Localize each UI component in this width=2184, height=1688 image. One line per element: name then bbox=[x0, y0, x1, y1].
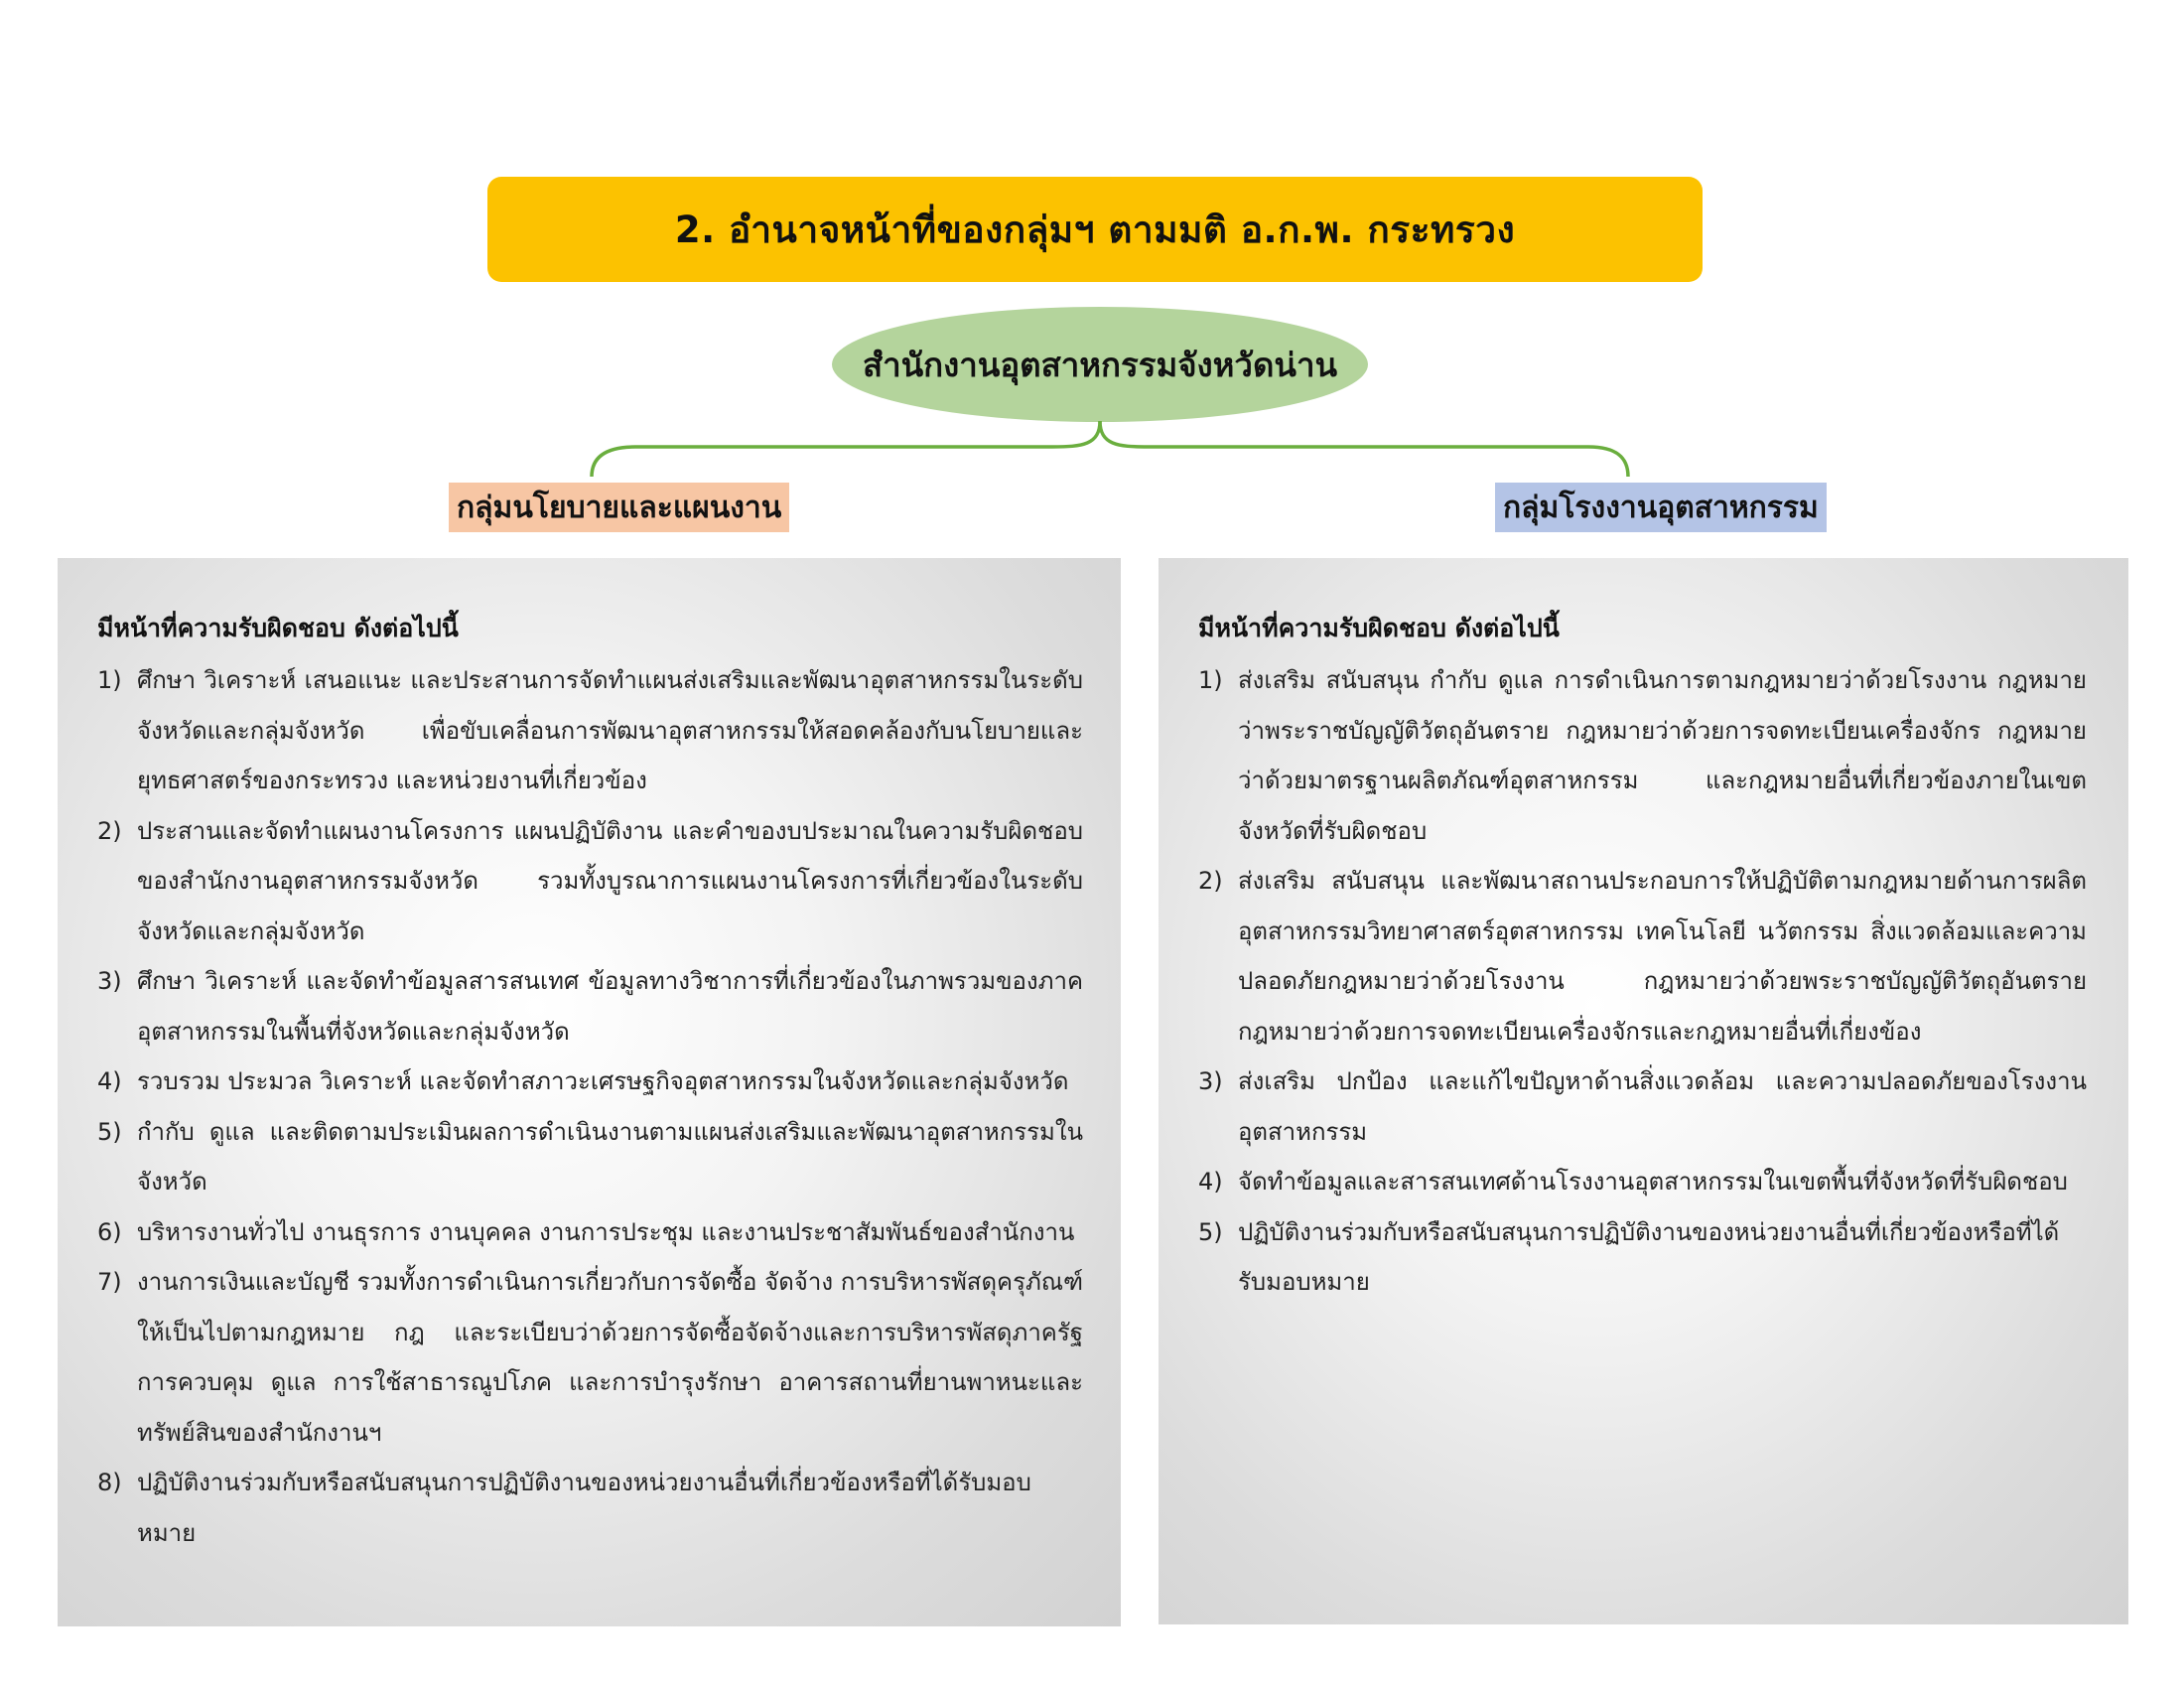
item-number: 4) bbox=[1198, 1168, 1223, 1196]
item-text: กำกับ ดูแล และติดตามประเมินผลการดำเนินงานตามแผนส่งเสริมและพัฒนาอุตสาหกรรมในจังหวัด bbox=[137, 1117, 1083, 1196]
list-item bbox=[97, 1056, 1083, 1107]
office-node bbox=[832, 307, 1368, 422]
list-item bbox=[1198, 1157, 2087, 1207]
item-text: ปฏิบัติงานร่วมกับหรือสนับสนุนการปฏิบัติงานของหน่วยงานอื่นที่เกี่ยวข้องหรือที่ได้รับมอบหมาย bbox=[137, 1469, 1031, 1547]
item-number: 4) bbox=[97, 1067, 122, 1095]
list-item bbox=[97, 1107, 1083, 1207]
item-number: 6) bbox=[97, 1217, 122, 1246]
list-item bbox=[97, 655, 1083, 806]
item-text: ประสานและจัดทำแผนงานโครงการ แผนปฏิบัติงาน และคำของบประมาณในความรับผิดชอบของสำนักงานอุตสาหกรรมจังหวัด รวมทั้งบูรณาการแผนงานโครงการที่เกี่ยวข้องในระดับจังหวัดและกลุ่มจังหวัด bbox=[137, 816, 1083, 945]
list-item bbox=[1198, 856, 2087, 1056]
item-number: 3) bbox=[97, 967, 122, 995]
item-text: ส่งเสริม ปกป้อง และแก้ไขปัญหาด้านสิ่งแวดล้อม และความปลอดภัยของโรงงานอุตสาหกรรม bbox=[1238, 1067, 2087, 1146]
list-item bbox=[97, 1257, 1083, 1458]
page-title: 2. อำนาจหน้าที่ของกลุ่มฯ ตามมติ อ.ก.พ. กระทรวง bbox=[674, 208, 1516, 251]
item-number: 7) bbox=[97, 1268, 122, 1296]
item-text: ส่งเสริม สนับสนุน และพัฒนาสถานประกอบการให้ปฏิบัติตามกฎหมายด้านการผลิตอุตสาหกรรมวิทยาศาสตร์อุตสาหกรรม เทคโนโลยี นวัตกรรม สิ่งแวดล้อมและความปลอดภัยกฎหมายว่าด้วยโรงงาน กฎหมายว่าด้วยพระราชบัญญัติวัตถุอันตรายกฎหมายว่าด้วยการจดทะเบียนเครื่องจักรและกฎหมายอื่นที่เกี่ยงข้อง bbox=[1238, 867, 2087, 1046]
group-label-policy-planning: กลุ่มนโยบายและแผนงาน bbox=[449, 483, 789, 532]
title-banner bbox=[487, 177, 1703, 282]
list-item bbox=[1198, 655, 2087, 856]
policy-planning-panel bbox=[58, 558, 1121, 1626]
panel-heading: มีหน้าที่ความรับผิดชอบ ดังต่อไปนี้ bbox=[1198, 614, 1560, 642]
item-number: 5) bbox=[97, 1117, 122, 1146]
item-number: 5) bbox=[1198, 1217, 1223, 1246]
item-text: ปฏิบัติงานร่วมกับหรือสนับสนุนการปฏิบัติงานของหน่วยงานอื่นที่เกี่ยวข้องหรือที่ได้รับมอบหมาย bbox=[1238, 1217, 2060, 1296]
item-text: งานการเงินและบัญชี รวมทั้งการดำเนินการเกี่ยวกับการจัดซื้อ จัดจ้าง การบริหารพัสดุครุภัณฑ์ ให้เป็นไปตามกฎหมาย กฎ และระเบียบว่าด้วยการจัดซื้อจัดจ้างและการบริหารพัสดุภาครัฐ การควบคุม ดูแล การใช้สาธารณูปโภค และการบำรุงรักษา อาคารสถานที่ยานพาหนะและทรัพย์สินของสำนักงานฯ bbox=[137, 1268, 1083, 1447]
industrial-factory-panel bbox=[1159, 558, 2128, 1624]
item-text: จัดทำข้อมูลและสารสนเทศด้านโรงงานอุตสาหกรรมในเขตพื้นที่จังหวัดที่รับผิดชอบ bbox=[1238, 1168, 2068, 1196]
connector-left-branch bbox=[592, 421, 1100, 477]
item-text: ศึกษา วิเคราะห์ และจัดทำข้อมูลสารสนเทศ ข้อมูลทางวิชาการที่เกี่ยวข้องในภาพรวมของภาคอุตสาหกรรมในพื้นที่จังหวัดและกลุ่มจังหวัด bbox=[137, 967, 1083, 1046]
item-text: ส่งเสริม สนับสนุน กำกับ ดูแล การดำเนินการตามกฎหมายว่าด้วยโรงงาน กฎหมายว่าพระราชบัญญัติวัตถุอันตราย กฎหมายว่าด้วยการจดทะเบียนเครื่องจักร กฎหมายว่าด้วยมาตรฐานผลิตภัณฑ์อุตสาหกรรม และกฎหมายอื่นที่เกี่ยวข้องภายในเขตจังหวัดที่รับผิดชอบ bbox=[1238, 666, 2087, 845]
list-item bbox=[97, 1207, 1083, 1258]
list-item bbox=[1198, 1056, 2087, 1157]
list-item bbox=[97, 806, 1083, 957]
item-number: 2) bbox=[1198, 867, 1223, 895]
panel-heading: มีหน้าที่ความรับผิดชอบ ดังต่อไปนี้ bbox=[97, 614, 459, 642]
item-text: รวบรวม ประมวล วิเคราะห์ และจัดทำสภาวะเศรษฐกิจอุตสาหกรรมในจังหวัดและกลุ่มจังหวัด bbox=[137, 1067, 1069, 1095]
item-number: 1) bbox=[97, 666, 122, 694]
group-label-industrial-factory: กลุ่มโรงงานอุตสาหกรรม bbox=[1495, 483, 1827, 532]
item-number: 2) bbox=[97, 816, 122, 845]
office-name: สำนักงานอุตสาหกรรมจังหวัดน่าน bbox=[862, 345, 1338, 384]
item-number: 1) bbox=[1198, 666, 1223, 694]
item-number: 8) bbox=[97, 1469, 122, 1496]
item-text: บริหารงานทั่วไป งานธุรการ งานบุคคล งานการประชุม และงานประชาสัมพันธ์ของสำนักงาน bbox=[137, 1217, 1075, 1246]
list-item bbox=[97, 956, 1083, 1056]
item-text: ศึกษา วิเคราะห์ เสนอแนะ และประสานการจัดทำแผนส่งเสริมและพัฒนาอุตสาหกรรมในระดับจังหวัดและกลุ่มจังหวัด เพื่อขับเคลื่อนการพัฒนาอุตสาหกรรมให้สอดคล้องกับนโยบายและยุทธศาสตร์ของกระทรวง และหน่วยงานที่เกี่ยวข้อง bbox=[137, 666, 1083, 794]
list-item bbox=[97, 1458, 1083, 1558]
item-number: 3) bbox=[1198, 1067, 1223, 1095]
list-item bbox=[1198, 1207, 2087, 1308]
connector-right-branch bbox=[1100, 421, 1628, 477]
